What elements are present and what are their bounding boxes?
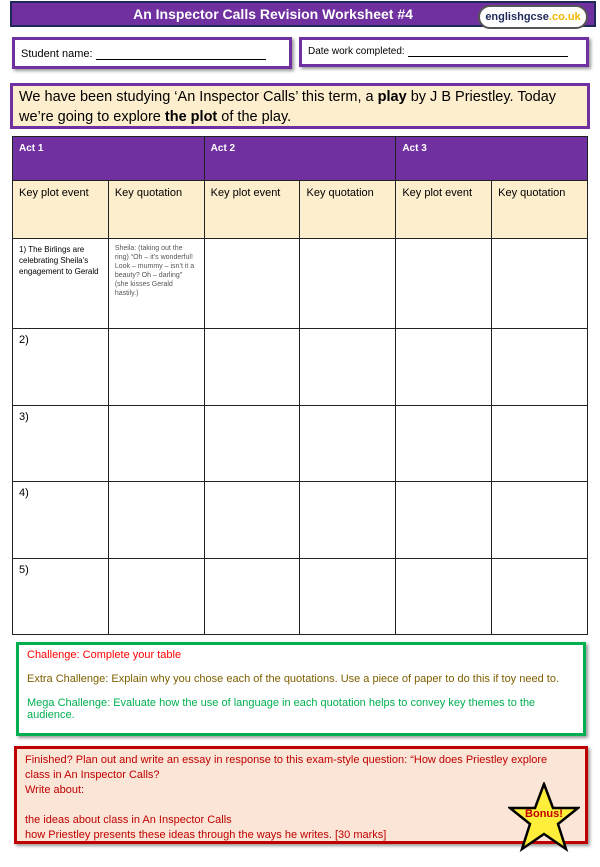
plot-event-cell[interactable]: 5) <box>13 558 109 635</box>
table-row <box>13 239 588 329</box>
cell[interactable] <box>204 482 300 559</box>
intro-bold: the plot <box>164 109 218 125</box>
worksheet-title-bar <box>10 1 596 27</box>
cell[interactable] <box>204 239 300 329</box>
student-name-label: Student name: <box>21 48 93 60</box>
date-box <box>299 37 589 67</box>
cell[interactable] <box>300 329 396 406</box>
cell[interactable] <box>204 405 300 482</box>
logo-suffix: .co.uk <box>548 11 581 23</box>
cell[interactable] <box>108 482 204 559</box>
col-header: Key quotation <box>108 181 204 239</box>
cell[interactable] <box>396 239 492 329</box>
cell[interactable] <box>108 329 204 406</box>
student-name-field[interactable] <box>96 59 266 60</box>
cell[interactable] <box>108 405 204 482</box>
cell[interactable] <box>204 329 300 406</box>
plot-table <box>12 136 588 635</box>
bonus-point: the ideas about class in An Inspector Calls <box>25 814 232 826</box>
table-row <box>13 482 588 559</box>
cell[interactable] <box>396 405 492 482</box>
bonus-box <box>14 746 588 844</box>
student-name-box <box>12 37 292 69</box>
cell[interactable] <box>396 329 492 406</box>
act-header: Act 1 <box>13 137 205 181</box>
logo-text: englishgcse <box>485 11 549 23</box>
table-row <box>13 558 588 635</box>
bonus-star-icon <box>508 782 580 852</box>
plot-event-cell[interactable]: 4) <box>13 482 109 559</box>
col-header: Key quotation <box>492 181 588 239</box>
cell[interactable] <box>204 558 300 635</box>
challenge-box <box>16 642 586 736</box>
bonus-question: Finished? Plan out and write an essay in response to this exam-style question: “How does Priestley explore class in An Inspector Calls? <box>25 754 548 781</box>
intro-bold: play <box>377 89 407 105</box>
col-header: Key plot event <box>396 181 492 239</box>
mega-challenge: Mega Challenge: Evaluate how the use of language in each quotation helps to convey key themes to the audience. <box>27 697 536 721</box>
quotation-cell[interactable]: Sheila: (taking out the ring) “Oh – it’s wonderful! Look – mummy – isn’t it a beauty? Oh – darling” (she kisses Gerald hastily.) <box>108 239 204 329</box>
cell[interactable] <box>492 239 588 329</box>
table-row <box>13 405 588 482</box>
intro-text <box>10 83 590 129</box>
extra-challenge: Extra Challenge: Explain why you chose each of the quotations. Use a piece of paper to do this if toy need to. <box>27 673 559 685</box>
cell[interactable] <box>492 482 588 559</box>
date-field[interactable] <box>408 56 568 57</box>
col-header: Key quotation <box>300 181 396 239</box>
cell[interactable] <box>492 405 588 482</box>
plot-event-cell[interactable]: 1) The Birlings are celebrating Sheila’s engagement to Gerald <box>13 239 109 329</box>
act-header: Act 3 <box>396 137 588 181</box>
bonus-write-about: Write about: <box>25 784 85 796</box>
plot-event-cell[interactable]: 2) <box>13 329 109 406</box>
act-header: Act 2 <box>204 137 396 181</box>
date-label: Date work completed: <box>308 46 405 57</box>
cell[interactable] <box>396 482 492 559</box>
cell[interactable] <box>300 405 396 482</box>
worksheet-title: An Inspector Calls Revision Worksheet #4 <box>133 6 413 22</box>
cell[interactable] <box>300 482 396 559</box>
site-logo <box>478 5 588 29</box>
cell[interactable] <box>396 558 492 635</box>
intro-part: of the play. <box>217 109 292 125</box>
table-row <box>13 329 588 406</box>
cell[interactable] <box>108 558 204 635</box>
cell[interactable] <box>492 329 588 406</box>
plot-event-cell[interactable]: 3) <box>13 405 109 482</box>
cell[interactable] <box>300 239 396 329</box>
challenge: Challenge: Complete your table <box>27 649 182 661</box>
cell[interactable] <box>300 558 396 635</box>
intro-part: We have been studying ‘An Inspector Calls’ this term, a <box>19 89 378 105</box>
cell[interactable] <box>492 558 588 635</box>
col-header: Key plot event <box>204 181 300 239</box>
bonus-star-label: Bonus! <box>525 808 563 820</box>
col-header: Key plot event <box>13 181 109 239</box>
intro-part: by J B Priestley. Today we’re going to explore <box>19 89 557 125</box>
bonus-point: how Priestley presents these ideas through the ways he writes. [30 marks] <box>25 829 387 841</box>
